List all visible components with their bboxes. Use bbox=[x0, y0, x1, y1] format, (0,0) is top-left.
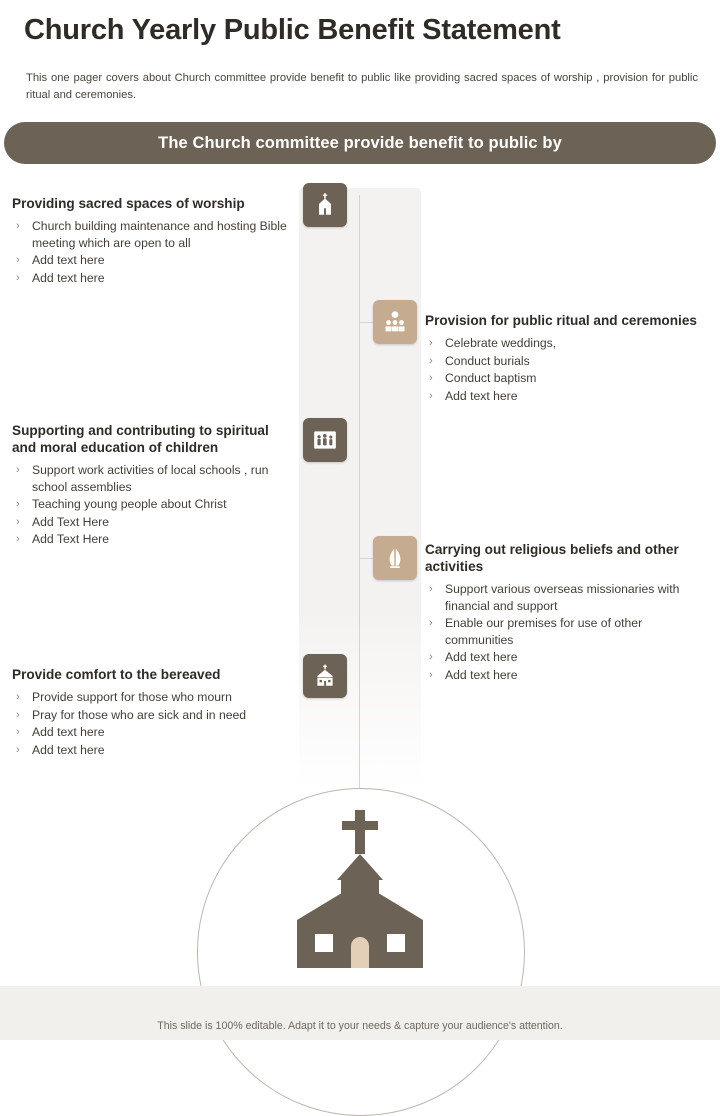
list-item: › Support various overseas missionaries with financial and support bbox=[429, 582, 680, 613]
chevron-right-icon: › bbox=[429, 668, 433, 681]
list-item: › Church building maintenance and hosting Bible meeting which are open to all bbox=[16, 219, 287, 250]
list-item: › Teaching young people about Christ bbox=[16, 497, 227, 511]
section-ritual-bullets bbox=[425, 335, 717, 404]
timeline-line bbox=[359, 195, 360, 795]
chevron-right-icon: › bbox=[429, 617, 433, 629]
section-education bbox=[12, 422, 292, 549]
list-item: › Enable our premises for use of other communities bbox=[429, 616, 643, 647]
list-item: › Add Text Here bbox=[16, 514, 110, 529]
family-education-icon bbox=[303, 418, 347, 462]
list-item: › Conduct burials bbox=[429, 353, 530, 368]
chevron-right-icon: › bbox=[16, 498, 20, 510]
section-beliefs bbox=[425, 541, 711, 684]
ceremony-people-icon bbox=[373, 300, 417, 344]
chevron-right-icon: › bbox=[429, 354, 433, 367]
page-title: Church Yearly Public Benefit Statement bbox=[24, 14, 561, 46]
section-worship bbox=[12, 195, 302, 287]
chevron-right-icon: › bbox=[16, 271, 20, 284]
chevron-right-icon: › bbox=[16, 254, 20, 266]
section-comfort bbox=[12, 666, 302, 759]
list-item: › Pray for those who are sick and in need bbox=[16, 707, 247, 722]
section-beliefs-heading: Carrying out religious beliefs and other activities bbox=[425, 542, 679, 574]
list-item: › Conduct baptism bbox=[429, 371, 537, 385]
chevron-right-icon: › bbox=[16, 464, 20, 476]
list-item: › Add Text Here bbox=[16, 532, 110, 546]
chevron-right-icon: › bbox=[429, 372, 433, 384]
chevron-right-icon: › bbox=[16, 708, 20, 721]
church-icon bbox=[303, 183, 347, 227]
chevron-right-icon: › bbox=[429, 337, 433, 349]
section-comfort-heading: Provide comfort to the bereaved bbox=[12, 667, 221, 682]
praying-hands-icon bbox=[373, 536, 417, 580]
chevron-right-icon: › bbox=[16, 220, 20, 232]
chevron-right-icon: › bbox=[16, 726, 20, 738]
list-item: › Provide support for those who mourn bbox=[16, 690, 232, 704]
chevron-right-icon: › bbox=[16, 743, 20, 756]
list-item: › Celebrate weddings, bbox=[429, 336, 557, 350]
chevron-right-icon: › bbox=[429, 583, 433, 595]
chevron-right-icon: › bbox=[429, 651, 433, 663]
list-item: › Support work activities of local schools , run school assemblies bbox=[16, 463, 269, 494]
chevron-right-icon: › bbox=[16, 691, 20, 703]
large-church-icon bbox=[255, 810, 465, 970]
section-banner bbox=[4, 122, 716, 164]
section-ritual bbox=[425, 312, 717, 405]
banner-label: The Church committee provide benefit to public by bbox=[158, 133, 562, 152]
page-subtitle: This one pager covers about Church committee provide benefit to public like providing sacred spaces of worship , provision for public ritual and ceremonies. bbox=[26, 72, 698, 101]
section-beliefs-bullets bbox=[425, 581, 711, 683]
list-item: › Add text here bbox=[429, 667, 518, 682]
section-comfort-bullets bbox=[12, 689, 302, 758]
chevron-right-icon: › bbox=[429, 389, 433, 402]
list-item: › Add text here bbox=[429, 388, 518, 403]
connector-beliefs bbox=[360, 558, 374, 559]
list-item: › Add text here bbox=[16, 725, 105, 739]
section-worship-heading: Providing sacred spaces of worship bbox=[12, 196, 245, 211]
chevron-right-icon: › bbox=[16, 515, 20, 528]
section-education-heading: Supporting and contributing to spiritual and moral education of children bbox=[12, 423, 269, 455]
section-education-bullets bbox=[12, 462, 292, 548]
chapel-icon bbox=[303, 654, 347, 698]
list-item: › Add text here bbox=[429, 650, 518, 664]
footer-note: This slide is 100% editable. Adapt it to your needs & capture your audience's attention. bbox=[157, 1020, 563, 1032]
section-worship-bullets bbox=[12, 218, 302, 286]
chevron-right-icon: › bbox=[16, 533, 20, 545]
list-item: › Add text here bbox=[16, 270, 105, 285]
list-item: › Add text here bbox=[16, 253, 105, 267]
section-ritual-heading: Provision for public ritual and ceremonies bbox=[425, 313, 697, 328]
list-item: › Add text here bbox=[16, 742, 105, 757]
